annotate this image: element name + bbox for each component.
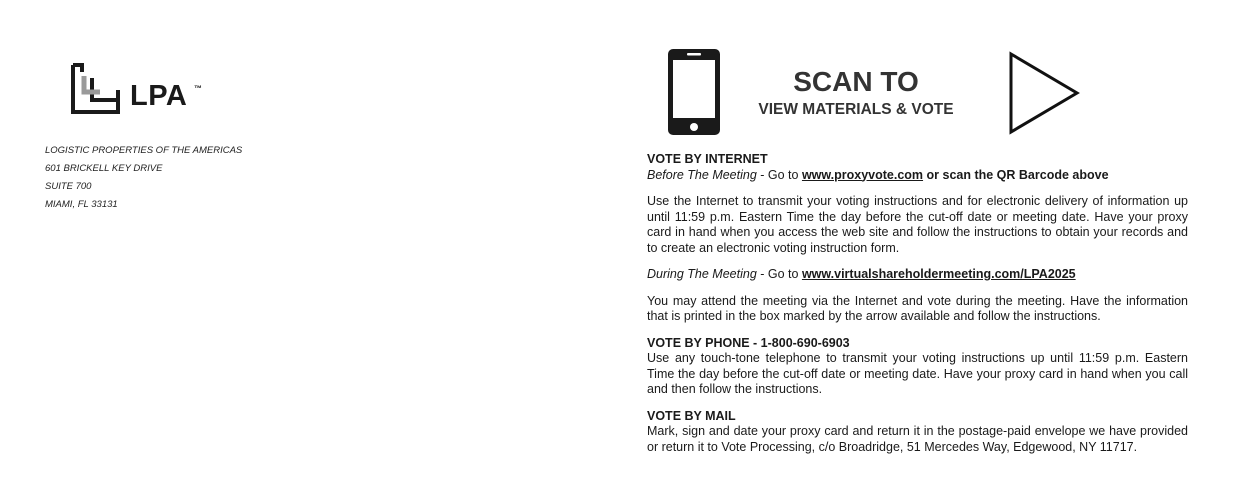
play-arrow-icon xyxy=(1008,51,1082,135)
voting-instructions xyxy=(647,152,1188,455)
before-meeting-label: Before The Meeting xyxy=(647,167,757,182)
before-meeting-line xyxy=(647,168,1188,184)
during-meeting-body: You may attend the meeting via the Internet and vote during the meeting. Have the information that is printed in the box marked by the arrow available and follow the instructions. xyxy=(647,293,1188,323)
vote-phone-body: Use any touch-tone telephone to transmit your voting instructions up until 11:59 p.m. Eastern Time the day before the cut-off date or meeting date. Have your proxy card in hand when you call and then follow the instructions. xyxy=(647,351,1188,396)
smartphone-icon xyxy=(667,48,721,136)
lpa-logo-mark-icon xyxy=(70,62,126,116)
scan-subtitle: VIEW MATERIALS & VOTE xyxy=(758,101,954,118)
address-line: 601 BRICKELL KEY DRIVE xyxy=(45,163,163,174)
proxyvote-link[interactable]: www.proxyvote.com xyxy=(801,167,924,182)
before-meeting-body: Use the Internet to transmit your voting instructions and for electronic delivery of information up until 11:59 p.m. Eastern Time the day before the cut-off date or meeting date. Have your proxy card in hand when you access the web site and follow the instructions to obtain your records and to create an electronic voting instruction form. xyxy=(647,194,1188,255)
during-meeting-line xyxy=(647,267,1188,283)
before-goto-text: - Go to xyxy=(756,167,802,182)
during-goto-text: - Go to xyxy=(756,267,802,281)
during-meeting-label: During The Meeting xyxy=(647,267,757,281)
scan-title: SCAN TO xyxy=(793,66,919,97)
address-line: MIAMI, FL 33131 xyxy=(45,199,118,210)
logo-text: LPA xyxy=(130,80,188,112)
address-line: LOGISTIC PROPERTIES OF THE AMERICAS xyxy=(45,145,243,156)
before-rest-text: or scan the QR Barcode above xyxy=(923,167,1109,182)
vote-phone-heading: VOTE BY PHONE - 1-800-690-6903 xyxy=(647,335,850,350)
logo-trademark: ™ xyxy=(194,84,202,93)
company-logo xyxy=(70,62,210,116)
vote-internet-heading: VOTE BY INTERNET xyxy=(647,152,768,166)
vote-mail-body: Mark, sign and date your proxy card and return it in the postage-paid envelope we have provided or return it to Vote Processing, c/o Broadridge, 51 Mercedes Way, Edgewood, NY 11717. xyxy=(647,424,1188,454)
virtual-meeting-link[interactable]: www.virtualshareholdermeeting.com/LPA2025 xyxy=(801,267,1076,281)
vote-mail-heading: VOTE BY MAIL xyxy=(647,408,736,423)
company-address xyxy=(45,142,242,214)
address-line: SUITE 700 xyxy=(45,181,92,192)
